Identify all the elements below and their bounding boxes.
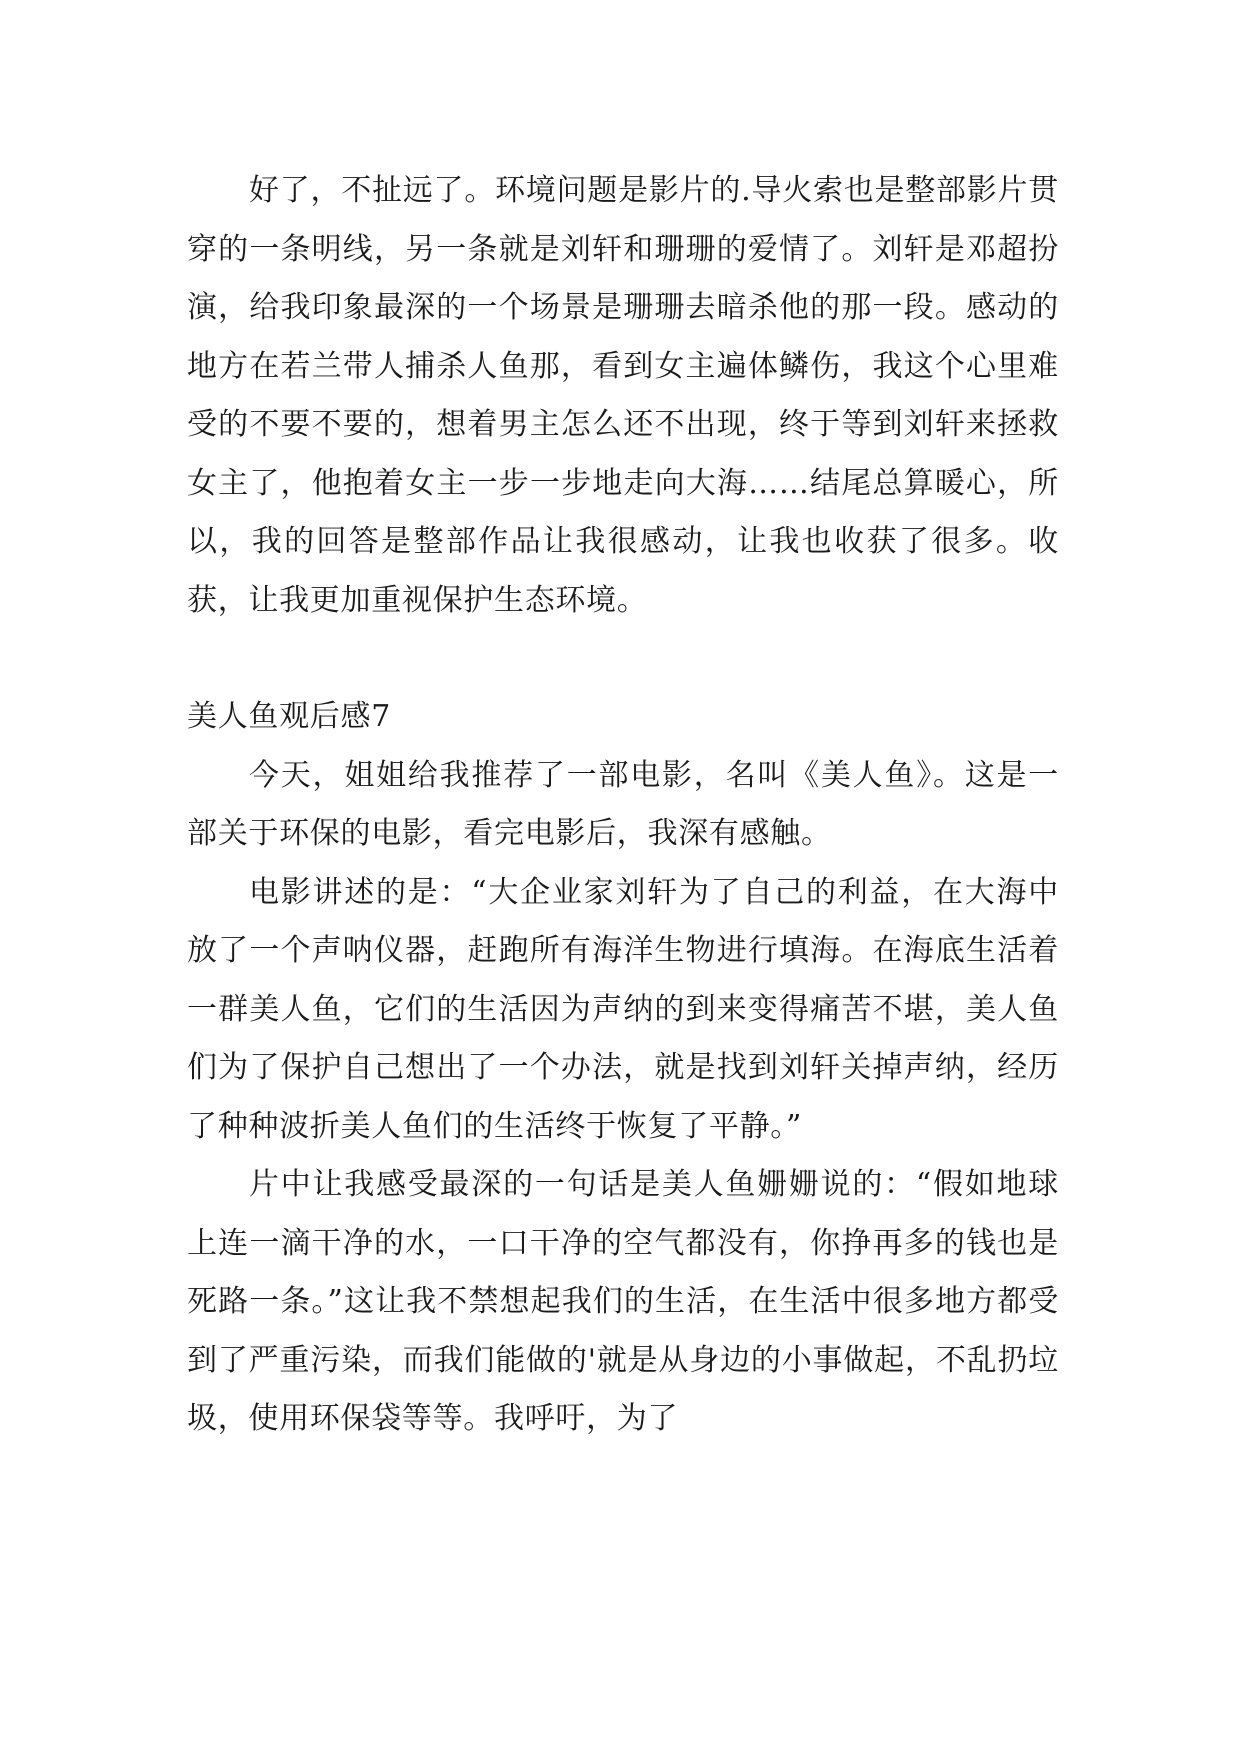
body-paragraph-1: 今天，姐姐给我推荐了一部电影，名叫《美人鱼》。这是一部关于环保的电影，看完电影后，我深有感触。 xyxy=(187,757,1059,851)
body-paragraph-2: 电影讲述的是：“大企业家刘轩为了自己的利益，在大海中放了一个声呐仪器，赶跑所有海洋生物进行填海。在海底生活着一群美人鱼，它们的生活因为声纳的到来变得痛苦不堪，美人鱼们为了保护自己想出了一个办法，就是找到刘轩关掉声纳，经历了种种波折美人鱼们的生活终于恢复了平静。” xyxy=(187,874,1059,1144)
section-title: 美人鱼观后感7 xyxy=(187,699,391,734)
section-spacer xyxy=(187,630,1059,688)
document-body xyxy=(187,162,1059,1449)
body-paragraph-3: 片中让我感受最深的一句话是美人鱼姗姗说的：“假如地球上连一滴干净的水，一口干净的空气都没有，你挣再多的钱也是死路一条。”这让我不禁想起我们的生活，在生活中很多地方都受到了严重污染，而我们能做的'就是从身边的小事做起，不乱扔垃圾，使用环保袋等等。我呼吁，为了 xyxy=(187,1167,1059,1436)
intro-paragraph: 好了，不扯远了。环境问题是影片的.导火索也是整部影片贯穿的一条明线，另一条就是刘轩和珊珊的爱情了。刘轩是邓超扮演，给我印象最深的一个场景是珊珊去暗杀他的那一段。感动的地方在若兰带人捕杀人鱼那，看到女主遍体鳞伤，我这个心里难受的不要不要的，想着男主怎么还不出现，终于等到刘轩来拯救女主了，他抱着女主一步一步地走向大海……结尾总算暖心，所以，我的回答是整部作品让我很感动，让我也收获了很多。收获，让我更加重视保护生态环境。 xyxy=(187,173,1059,618)
